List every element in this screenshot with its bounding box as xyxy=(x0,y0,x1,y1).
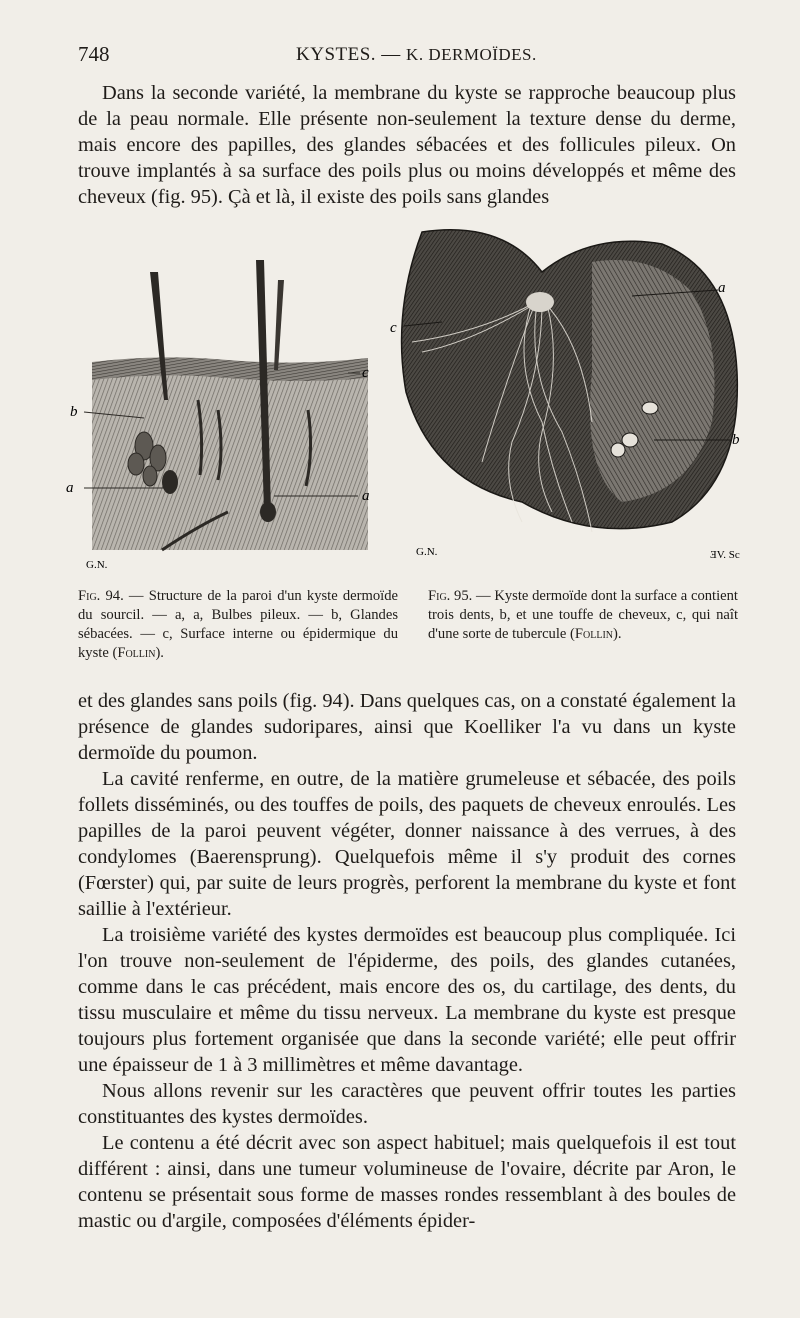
hair-shaft xyxy=(274,280,284,370)
engraver-signature: ƎV. Sc xyxy=(710,549,740,561)
label-a: a xyxy=(66,480,74,496)
label-a: a xyxy=(718,280,726,296)
tooth xyxy=(642,402,658,414)
figure-94-caption xyxy=(78,587,398,663)
paragraph: La cavité renferme, en outre, de la matière grumeleuse et sébacée, des poils follets disséminés, ou des touffes de poils, des paquets de cheveux enroulés. Les papilles de la paroi peuvent végéter, donner naissance à des verrues, à des condylomes (Baerensprung). Quelquefois même il s'y produit des cornes (Fœrster) qui, par suite de leurs progrès, perforent la membrane du kyste et font saillie à l'extérieur. xyxy=(78,768,736,920)
tubercle xyxy=(526,292,554,312)
caption-number: Fig. 95. xyxy=(428,588,473,604)
page-header xyxy=(78,42,738,72)
paragraph: Le contenu a été décrit avec son aspect habituel; mais quelquefois il est tout différent : ainsi, dans une tumeur volumineuse de l'ovaire, décrite par Aron, le contenu se présentait sous forme de masses rondes ressemblant à des boules de mastic ou d'argile, composées d'éléments épider- xyxy=(78,1132,736,1232)
label-b: b xyxy=(70,404,78,420)
figure-95-illustration xyxy=(392,222,744,572)
caption-text: — Kyste dermoïde dont la surface a contient trois dents, b, et une touffe de cheveux, c, qui naît d'une sorte de tubercule ( xyxy=(428,588,738,642)
paragraph: Dans la seconde variété, la membrane du kyste se rapproche beaucoup plus de la peau normale. Elle présente non-seulement la texture dense du derme, mais encore des papilles, des glandes sébacées et des follicules pileux. On trouve implantés à sa surface des poils plus ou moins développés et même des cheveux (fig. 95). Çà et là, il existe des poils sans glandes xyxy=(78,82,736,208)
running-title: KYSTES. xyxy=(296,44,377,65)
label-c: c xyxy=(362,365,369,381)
label-b: b xyxy=(732,432,740,448)
running-dash: — xyxy=(376,44,407,65)
running-head xyxy=(296,44,537,66)
engraver-signature: G.N. xyxy=(86,559,108,571)
page-number: 748 xyxy=(78,42,110,66)
text-block-bottom xyxy=(78,688,736,1234)
caption-end: ). xyxy=(155,645,164,661)
label-c: c xyxy=(390,320,397,336)
text-block-top xyxy=(78,80,736,210)
tooth xyxy=(611,443,625,457)
engraver-signature: G.N. xyxy=(416,546,438,558)
caption-author: Follin xyxy=(117,645,156,661)
sebaceous-gland xyxy=(143,466,157,486)
running-subtitle: K. DERMOÏDES. xyxy=(406,45,537,64)
paragraph: La troisième variété des kystes dermoïdes est beaucoup plus compliquée. Ici l'on trouve non-seulement de l'épiderme, des poils, des glandes cutanées, comme dans le cas précédent, mais encore des os, du cartilage, des dents, du tissu musculaire et même du tissu nerveux. La membrane du kyste est presque toujours plus fortement organisée que dans la seconde variété; elle peut offrir une épaisseur de 1 à 3 millimètres et même davantage. xyxy=(78,924,736,1076)
caption-author: Follin xyxy=(574,626,613,642)
sebaceous-gland xyxy=(128,453,144,475)
figure-94-illustration xyxy=(66,250,383,571)
tooth xyxy=(622,433,638,447)
paragraph: et des glandes sans poils (fig. 94). Dans quelques cas, on a constaté également la présence de glandes sudoripares, ainsi que Koelliker l'a vu dans un kyste dermoïde du poumon. xyxy=(78,690,736,764)
paragraph: Nous allons revenir sur les caractères que peuvent offrir toutes les parties constituantes des kystes dermoïdes. xyxy=(78,1080,736,1128)
hair-bulb xyxy=(260,502,276,522)
caption-end: ). xyxy=(613,626,622,642)
label-a: a xyxy=(362,488,370,504)
caption-number: Fig. 94. xyxy=(78,588,124,604)
caption-text: — Structure de la paroi d'un kyste dermoïde du sourcil. — a, a, Bulbes pileux. — b, Glandes sébacées. — c, Surface interne ou épidermique du kyste ( xyxy=(78,588,398,661)
figure-95-caption xyxy=(428,587,738,644)
hair-bulb xyxy=(162,470,178,494)
